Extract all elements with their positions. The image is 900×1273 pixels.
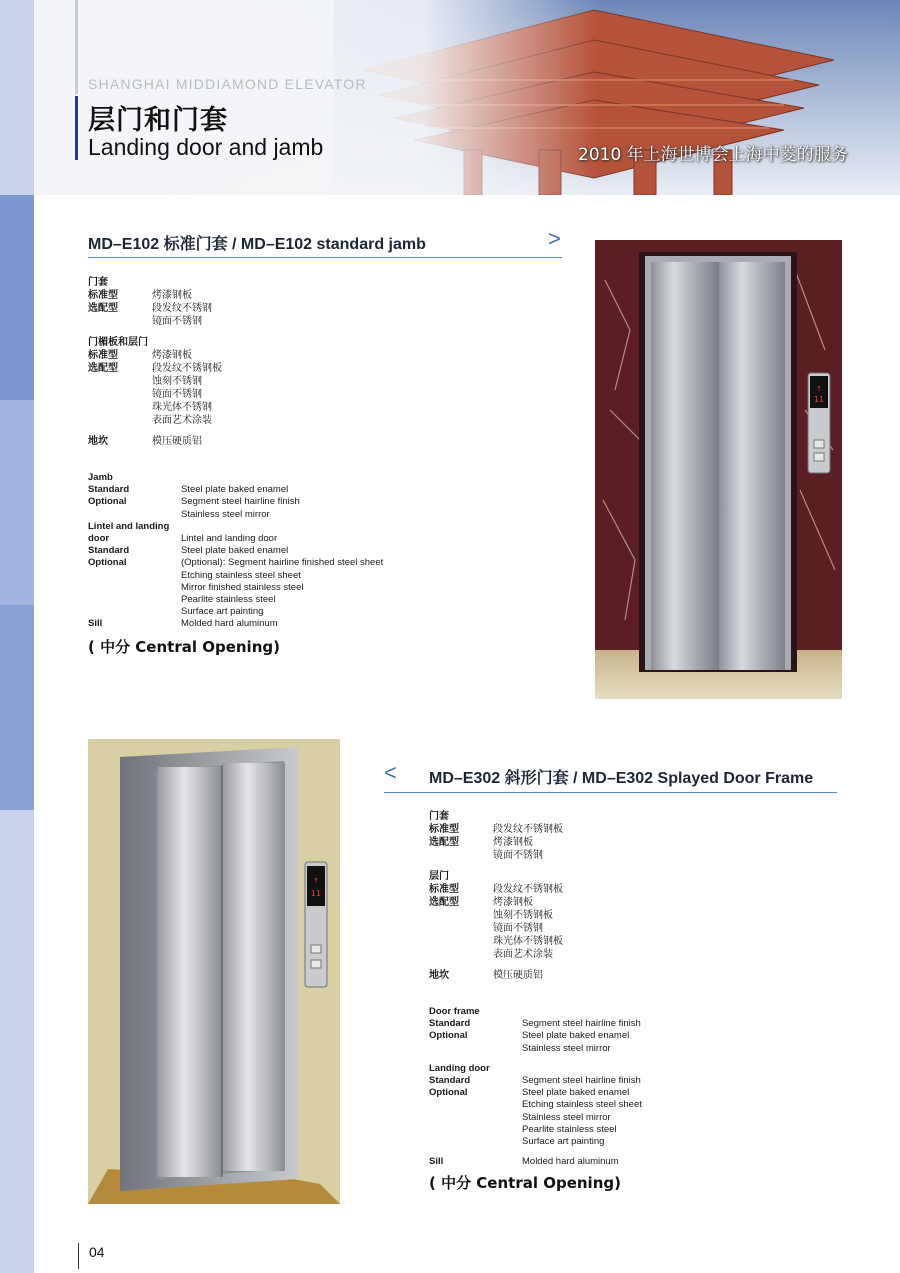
spec-value: 镜面不锈钢 <box>493 850 543 861</box>
side-strip-band-3 <box>0 605 34 810</box>
spec-spacer <box>429 862 459 870</box>
spec-value: 镜面不锈钢 <box>152 389 202 400</box>
spec-value: 段发纹不锈钢板 <box>152 363 222 374</box>
spec-row <box>88 375 202 388</box>
spec-label: 标准型 <box>429 824 459 835</box>
door-panel-right <box>719 262 785 670</box>
section2-spec-en <box>429 1006 642 1168</box>
spec-row <box>429 1156 619 1168</box>
spec-label: Lintel and landing <box>88 520 170 532</box>
spec-label: Standard <box>88 545 130 557</box>
spec-label: 地坎 <box>88 436 108 447</box>
section1-spec-en <box>88 472 384 631</box>
spec-spacer <box>88 427 148 435</box>
spec-row <box>429 883 563 896</box>
spec-row <box>88 336 148 349</box>
spec-value: 蚀刻不锈钢板 <box>493 910 553 921</box>
spec-row <box>429 1063 490 1075</box>
spec-row <box>88 618 278 630</box>
spec-row <box>429 849 543 862</box>
spec-value: Pearlite stainless steel <box>181 594 276 606</box>
spec-value: 烤漆钢板 <box>493 837 533 848</box>
spec-label: 门套 <box>88 277 108 288</box>
spec-value: 镜面不锈钢 <box>493 923 543 934</box>
spec-value: 烤漆钢板 <box>493 897 533 908</box>
spec-row <box>429 870 459 883</box>
spec-row <box>88 362 222 375</box>
spec-value: Stainless steel mirror <box>522 1111 611 1123</box>
spec-row <box>88 581 304 594</box>
spec-label: Door frame <box>429 1006 480 1017</box>
spec-row <box>429 935 563 948</box>
spec-value: 模压硬质铝 <box>152 436 202 447</box>
title-accent-bar <box>75 96 78 160</box>
section1-arrow-icon: > <box>548 226 561 251</box>
spec-row <box>88 315 202 328</box>
spec-value: 烤漆钢板 <box>152 350 192 361</box>
section1-elevator-image <box>595 240 842 699</box>
spec-row <box>429 1111 611 1124</box>
spec-label: Sill <box>88 618 103 630</box>
spec-row <box>429 909 553 922</box>
spec-value: Mirror finished stainless steel <box>181 581 304 593</box>
floor-display-2: 11 <box>310 889 322 898</box>
spec-label: 标准型 <box>88 290 118 301</box>
spec-row <box>429 896 533 909</box>
spec-value: 表面艺术涂装 <box>493 949 553 960</box>
door-panel-left <box>651 262 717 670</box>
door-panel-left-2 <box>158 767 222 1177</box>
spec-spacer <box>429 1148 490 1156</box>
spec-value: 珠光体不锈钢 <box>152 402 212 413</box>
side-strip-band-1 <box>0 195 34 400</box>
spec-row <box>88 508 270 521</box>
spec-value: Stainless steel mirror <box>181 508 270 520</box>
spec-label: 选配型 <box>88 363 118 374</box>
spec-value: 蚀刻不锈钢 <box>152 376 202 387</box>
spec-label: 门楣板和层门 <box>88 337 148 348</box>
section2-title: MD–E302 斜形门套 / MD–E302 Splayed Door Frame <box>429 770 814 787</box>
spec-label: 标准型 <box>429 884 459 895</box>
spec-value: 镜面不锈钢 <box>152 316 202 327</box>
spec-row <box>88 388 202 401</box>
spec-value: Segment steel hairline finish <box>522 1018 641 1030</box>
side-strip-band-2 <box>0 400 34 605</box>
spec-row <box>88 484 289 496</box>
spec-value: Segment steel hairline finish <box>522 1075 641 1087</box>
page-title-cn: 层门和门套 <box>88 105 228 136</box>
spec-row <box>429 1123 617 1136</box>
door-panel-right-2 <box>223 763 285 1171</box>
page-number-bar <box>78 1243 79 1269</box>
section2-rule <box>384 792 837 793</box>
brand-name: SHANGHAI MIDDIAMOND ELEVATOR <box>88 76 367 92</box>
spec-row <box>88 435 202 448</box>
spec-row <box>429 823 563 836</box>
spec-row <box>88 521 169 533</box>
section1-title: MD–E102 标准门套 / MD–E102 standard jamb <box>88 236 426 253</box>
spec-row <box>429 810 459 823</box>
spec-label: 层门 <box>429 871 449 882</box>
spec-value: Stainless steel mirror <box>522 1042 611 1054</box>
spec-label: Optional <box>429 1087 468 1099</box>
spec-row <box>88 289 192 302</box>
spec-value: Molded hard aluminum <box>181 618 278 630</box>
spec-value: 段发纹不锈钢板 <box>493 884 563 895</box>
spec-value: Surface art painting <box>181 606 264 618</box>
spec-row <box>429 1087 630 1099</box>
spec-row <box>88 594 276 606</box>
spec-row <box>429 1018 641 1030</box>
spec-label: Standard <box>88 484 130 496</box>
section2-arrow-icon: < <box>384 760 397 785</box>
spec-spacer <box>88 328 148 336</box>
spec-label: Optional <box>88 496 127 508</box>
page-number: 04 <box>89 1244 105 1260</box>
spec-spacer <box>429 1055 490 1063</box>
expo-caption: 2010 年上海世博会上海中菱的服务 <box>578 145 848 165</box>
spec-label: Landing door <box>429 1062 490 1074</box>
spec-row <box>429 1006 490 1018</box>
page-title-en: Landing door and jamb <box>88 134 324 160</box>
spec-label: Optional <box>429 1030 468 1042</box>
spec-value: 表面艺术涂装 <box>152 415 212 426</box>
spec-value: Etching stainless steel sheet <box>181 569 301 581</box>
spec-label: 选配型 <box>429 837 459 848</box>
spec-value: 段发纹不锈钢板 <box>493 824 563 835</box>
spec-row <box>429 948 553 961</box>
spec-row <box>88 569 301 582</box>
spec-spacer <box>429 961 459 969</box>
spec-row <box>429 1075 641 1087</box>
spec-row <box>88 496 300 508</box>
spec-value: Molded hard aluminum <box>522 1156 619 1168</box>
section2-spec-cn <box>429 810 563 982</box>
spec-value: 烤漆钢板 <box>152 290 192 301</box>
spec-label: Optional <box>88 557 127 569</box>
spec-value: (Optional): Segment hairline finished steel sheet <box>181 557 384 569</box>
spec-row <box>88 533 278 545</box>
spec-row <box>429 969 543 982</box>
spec-row <box>88 557 384 569</box>
spec-row <box>429 836 533 849</box>
spec-row <box>88 276 148 289</box>
svg-text:↑: ↑ <box>313 877 319 885</box>
spec-value: Segment steel hairline finish <box>181 496 300 508</box>
side-strip-top <box>0 0 34 195</box>
floor-display-1: 11 <box>813 395 825 404</box>
svg-text:↑: ↑ <box>816 385 822 393</box>
spec-row <box>429 922 543 935</box>
header-vertical-line <box>75 0 78 94</box>
spec-row <box>88 349 192 362</box>
section1-opening: ( 中分 Central Opening) <box>88 638 280 656</box>
section1-rule <box>88 257 562 258</box>
spec-row <box>88 302 212 315</box>
spec-row <box>88 472 169 484</box>
spec-row <box>429 1030 630 1042</box>
spec-value: 段发纹不锈钢 <box>152 303 212 314</box>
spec-row <box>429 1042 611 1055</box>
spec-value: Steel plate baked enamel <box>522 1087 630 1099</box>
spec-row <box>88 545 289 557</box>
spec-value: Steel plate baked enamel <box>522 1030 630 1042</box>
spec-row <box>429 1099 642 1111</box>
spec-row <box>429 1136 605 1148</box>
spec-value: Lintel and landing door <box>181 533 278 545</box>
spec-label: Jamb <box>88 472 113 483</box>
spec-row <box>88 606 264 618</box>
spec-value: 珠光体不锈钢板 <box>493 936 563 947</box>
spec-label: 门套 <box>429 811 449 822</box>
section2-elevator-image <box>88 739 340 1204</box>
spec-value: 模压硬质铝 <box>493 970 543 981</box>
spec-label: 地坎 <box>429 970 449 981</box>
spec-label: 标准型 <box>88 350 118 361</box>
spec-label: door <box>88 533 110 545</box>
spec-value: Steel plate baked enamel <box>181 484 289 496</box>
spec-label: Standard <box>429 1018 471 1030</box>
spec-row <box>88 401 212 414</box>
spec-label: 选配型 <box>429 897 459 908</box>
spec-value: Steel plate baked enamel <box>181 545 289 557</box>
spec-row <box>88 414 212 427</box>
spec-label: 选配型 <box>88 303 118 314</box>
spec-value: Etching stainless steel sheet <box>522 1099 642 1111</box>
spec-value: Surface art painting <box>522 1136 605 1148</box>
side-strip-band-4 <box>0 810 34 1273</box>
section1-spec-cn <box>88 276 222 448</box>
spec-value: Pearlite stainless steel <box>522 1123 617 1135</box>
spec-label: Sill <box>429 1156 444 1168</box>
section2-opening: ( 中分 Central Opening) <box>429 1174 621 1192</box>
spec-label: Standard <box>429 1075 471 1087</box>
